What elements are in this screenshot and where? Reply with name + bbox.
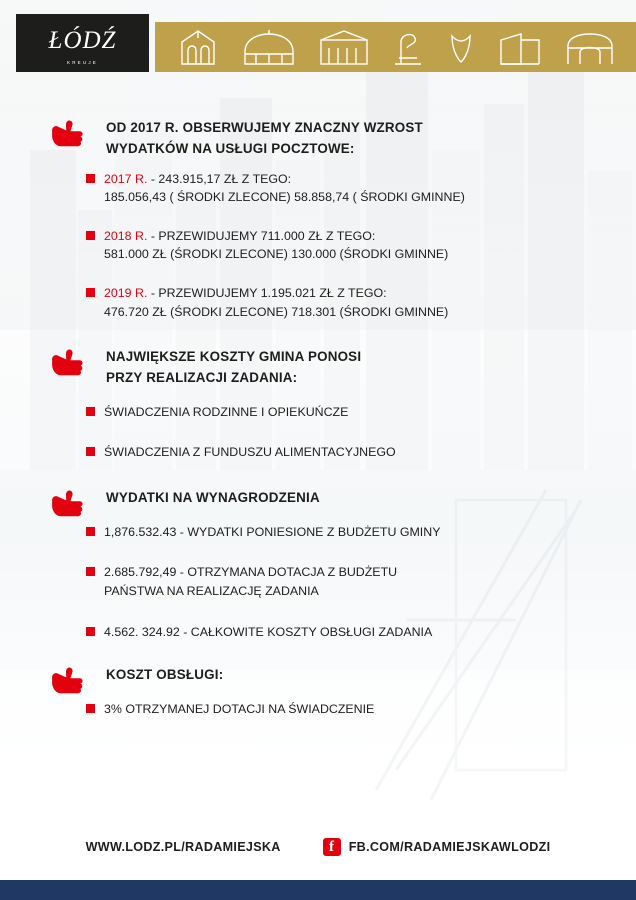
website-link[interactable]: WWW.LODZ.PL/RADAMIEJSKA [85, 840, 281, 854]
item-line1: 2.685.792,49 - OTRZYMANA DOTACJA Z BUDŻETU [104, 565, 398, 580]
section-heading [106, 118, 423, 160]
pointing-hand-icon [50, 118, 86, 148]
item-line2: PAŃSTWA NA REALIZACJĘ ZADANIA [104, 583, 319, 598]
pointing-hand-icon [50, 488, 86, 518]
section-heading-row [0, 118, 636, 160]
section-heading-line1: KOSZT OBSŁUGI: [106, 667, 224, 683]
list-item [104, 443, 636, 462]
item-line1: ŚWIADCZENIA RODZINNE I OPIEKUŃCZE [104, 404, 349, 419]
tulip-icon [446, 28, 476, 66]
section-items [0, 403, 636, 462]
section-heading [106, 665, 223, 686]
facebook-icon[interactable]: f [323, 838, 341, 856]
section-items [0, 700, 636, 719]
palace-icon [317, 28, 371, 66]
item-line2: 185.056,43 ( ŚRODKI ZLECONE) 58.858,74 ( ŚRODKI GMINNE) [104, 190, 465, 205]
list-item [104, 700, 636, 719]
footer-links [0, 838, 636, 856]
list-item [104, 623, 636, 642]
poster-footer [0, 830, 636, 900]
facebook-link[interactable] [323, 838, 551, 856]
list-item [104, 284, 636, 321]
pointing-hand-icon [50, 665, 86, 695]
item-line1: 3% OTRZYMANEJ DOTACJI NA ŚWIADCZENIE [104, 701, 375, 716]
section-postal-expenses [0, 118, 636, 321]
market-hall-icon [242, 28, 296, 66]
poster-content [0, 96, 636, 731]
landmark-icon-bar [155, 22, 636, 72]
logo-wordmark: ŁÓDŹ [48, 26, 117, 54]
list-item [104, 227, 636, 264]
list-item [104, 563, 636, 600]
list-item [104, 403, 636, 422]
poster-header [0, 0, 636, 88]
section-heading [106, 488, 320, 509]
item-line1: - PRZEWIDUJEMY 711.000 ZŁ Z TEGO: [147, 228, 376, 243]
lodz-logo [16, 14, 149, 72]
item-year: 2018 R. [104, 228, 148, 243]
item-line2: 581.000 ZŁ (ŚRODKI ZLECONE) 130.000 (ŚRODKI GMINNE) [104, 247, 449, 262]
item-line1: 4.562. 324.92 - CAŁKOWITE KOSZTY OBSŁUGI ZADANIA [104, 624, 433, 639]
list-item [104, 170, 636, 207]
list-item [104, 523, 636, 542]
item-line1: ŚWIADCZENIA Z FUNDUSZU ALIMENTACYJNEGO [104, 445, 396, 460]
item-year: 2017 R. [104, 171, 148, 186]
section-heading-row [0, 347, 636, 389]
footer-bar [0, 880, 636, 900]
item-line1: 1,876.532.43 - WYDATKI PONIESIONE Z BUDŻETU GMINY [104, 524, 441, 539]
section-salary-expenses [0, 488, 636, 641]
item-year: 2019 R. [104, 285, 148, 300]
landmark-icon [175, 28, 221, 66]
item-line1: - PRZEWIDUJEMY 1.195.021 ZŁ Z TEGO: [147, 285, 387, 300]
section-items [0, 523, 636, 641]
section-heading-line1: OD 2017 R. OBSERWUJEMY ZNACZNY WZROST [106, 120, 423, 135]
section-heading [106, 347, 361, 389]
section-items [0, 170, 636, 322]
section-heading-row [0, 488, 636, 509]
gate-icon [564, 28, 616, 66]
section-heading-line1: WYDATKI NA WYNAGRODZENIA [106, 489, 320, 505]
item-line2: 476.720 ZŁ (ŚRODKI ZLECONE) 718.301 (ŚRODKI GMINNE) [104, 304, 449, 319]
facebook-label[interactable]: FB.COM/RADAMIEJSKAWLODZI [348, 840, 551, 854]
section-heading-line2: PRZY REALIZACJI ZADANIA: [106, 369, 298, 385]
section-heading-row [0, 665, 636, 686]
pointing-hand-icon [50, 347, 86, 377]
section-heading-line1: NAJWIĘKSZE KOSZTY GMINA PONOSI [106, 349, 362, 365]
monument-icon [391, 28, 425, 66]
logo-subtitle: KREUJE [67, 60, 98, 65]
item-line1: - 243.915,17 ZŁ Z TEGO: [147, 171, 292, 186]
section-biggest-costs [0, 347, 636, 462]
factory-icon [497, 28, 543, 66]
section-heading-line2: WYDATKÓW NA USŁUGI POCZTOWE: [106, 140, 355, 156]
section-service-cost [0, 665, 636, 718]
